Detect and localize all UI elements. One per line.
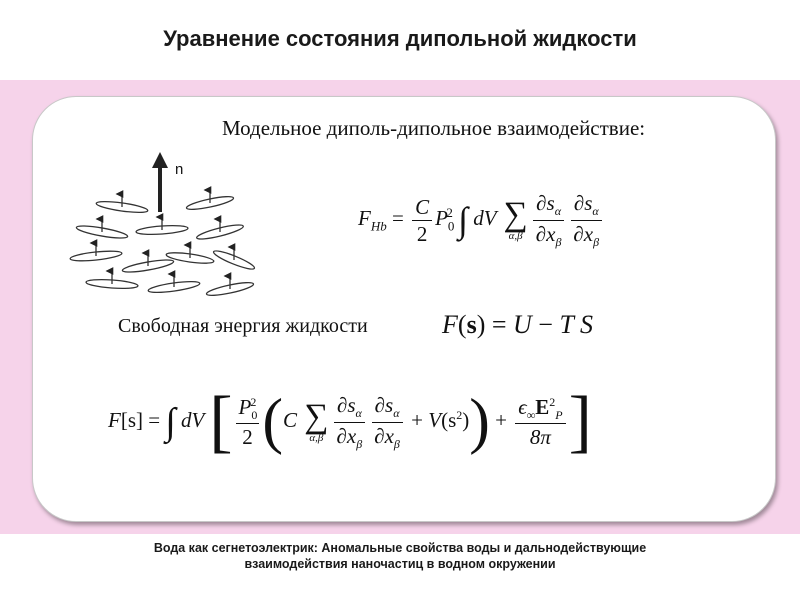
free-energy-functional: F[s] = ∫ dV [ $\frac{P_0^2}{2}$ (C ∑ α,β $\frac{\partial s_\alpha}{\partial x_\beta}$ $\frac{\partial s_\alpha}{\partial x_\beta}$ + $V(s^2)$) + $\frac{\epsilon_\infty E^2_P}{8\pi}$ ] (108, 383, 592, 460)
slide-footer: Вода как сегнетоэлектрик: Аномальные свойства воды и дальнодействующие взаимодействия наночастиц в водном окружении (153, 541, 647, 571)
director-label: n (175, 161, 184, 178)
model-heading: Модельное диполь-дипольное взаимодействие: (222, 116, 646, 140)
free-energy-label: Свободная энергия жидкости (118, 315, 368, 337)
free-energy-equation: F(s) = U − T S (442, 310, 593, 339)
hb-energy-equation: $F_{Hb}$ = $\frac{C}{2}$ $P_0^2$ ∫ dV ∑ α,β $\frac{\partial s_\alpha}{\partial x_\beta}$ $\frac{\partial s_\alpha}{\partial x_\beta}$ (358, 192, 605, 249)
dipole-liquid-figure (62, 150, 262, 300)
slide-title: Уравнение состояния дипольной жидкости (163, 26, 637, 51)
